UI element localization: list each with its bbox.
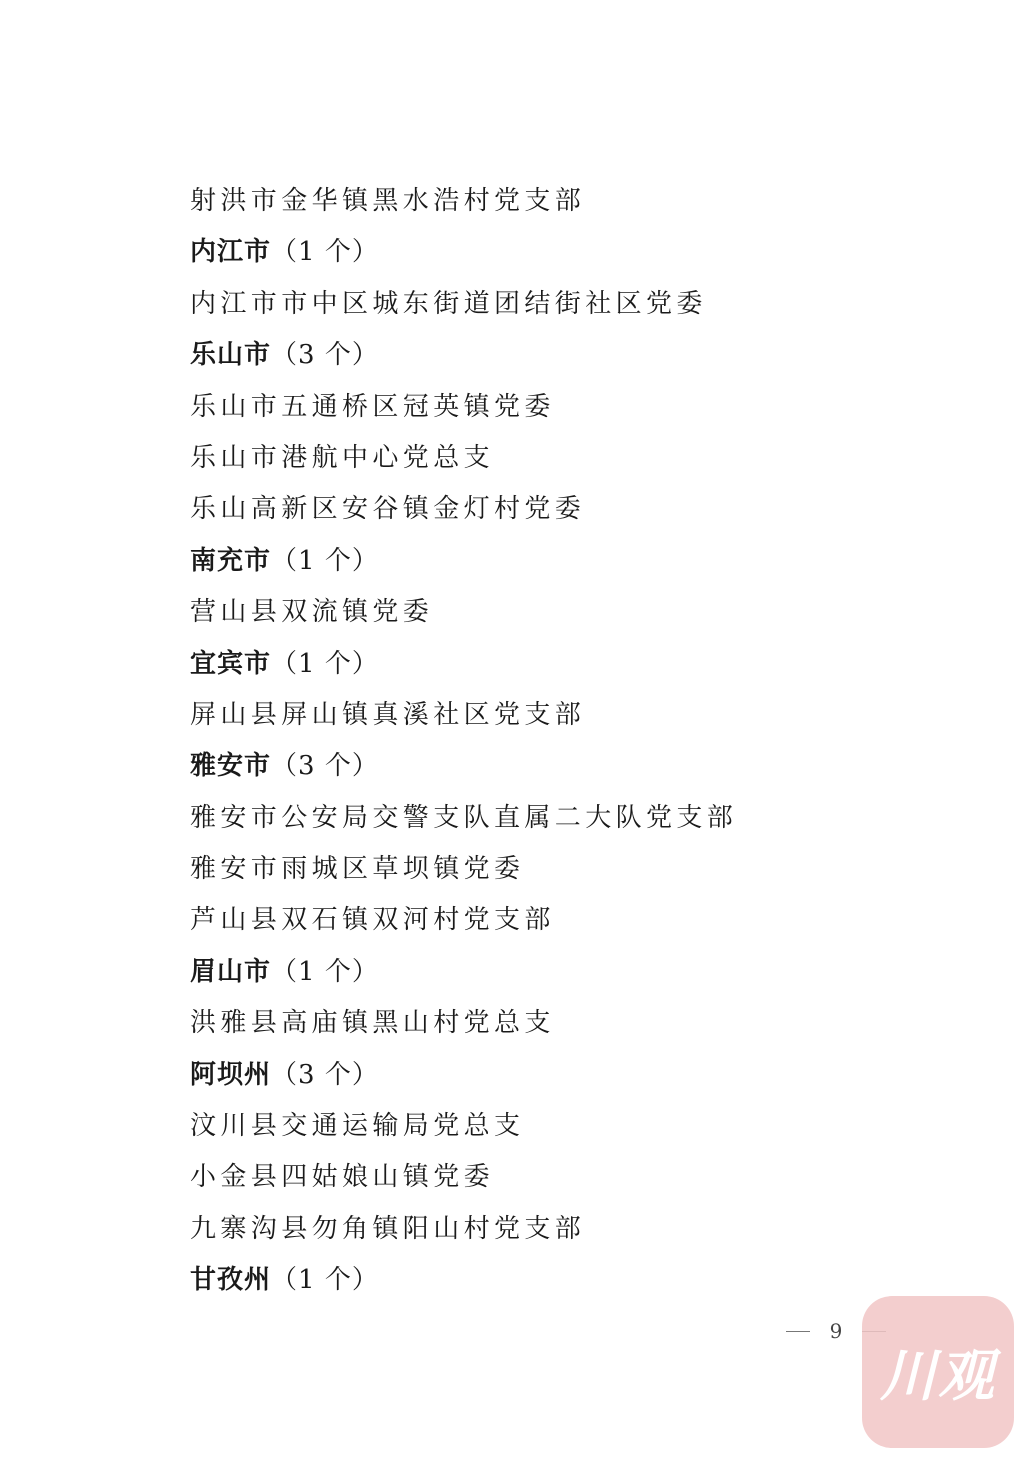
city-name: 阿坝州 bbox=[190, 1059, 272, 1090]
list-item bbox=[190, 176, 890, 227]
item-text: 营山县双流镇党委 bbox=[190, 597, 434, 628]
list-item bbox=[190, 587, 890, 638]
list-item bbox=[190, 382, 890, 433]
item-text: 汶川县交通运输局党总支 bbox=[190, 1111, 525, 1142]
city-count: （1 个） bbox=[271, 1265, 379, 1296]
city-name: 乐山市 bbox=[190, 340, 272, 371]
city-count: （3 个） bbox=[271, 340, 379, 371]
list-item bbox=[190, 998, 890, 1049]
city-name: 眉山市 bbox=[190, 956, 272, 987]
page-number-dash-left bbox=[786, 1331, 810, 1332]
watermark-logo bbox=[862, 1296, 1014, 1448]
list-item bbox=[190, 1101, 890, 1152]
document-body bbox=[190, 176, 890, 1307]
city-count: （1 个） bbox=[271, 237, 379, 268]
city-name: 南充市 bbox=[190, 545, 272, 576]
item-text: 雅安市公安局交警支队直属二大队党支部 bbox=[190, 802, 738, 833]
city-heading bbox=[190, 1050, 890, 1101]
item-text: 洪雅县高庙镇黑山村党总支 bbox=[190, 1008, 555, 1039]
city-name: 甘孜州 bbox=[190, 1265, 272, 1296]
city-count: （1 个） bbox=[271, 545, 379, 576]
item-text: 射洪市金华镇黑水浩村党支部 bbox=[190, 186, 586, 216]
item-text: 乐山市五通桥区冠英镇党委 bbox=[190, 391, 555, 422]
item-text: 乐山市港航中心党总支 bbox=[190, 442, 495, 473]
list-item bbox=[190, 690, 890, 741]
city-count: （3 个） bbox=[271, 751, 379, 782]
city-name: 宜宾市 bbox=[190, 648, 272, 679]
city-heading bbox=[190, 536, 890, 587]
city-count: （1 个） bbox=[271, 956, 379, 987]
list-item bbox=[190, 793, 890, 844]
city-heading bbox=[190, 330, 890, 381]
city-count: （1 个） bbox=[271, 648, 379, 679]
city-heading bbox=[190, 639, 890, 690]
item-text: 内江市市中区城东街道团结街社区党委 bbox=[190, 288, 707, 319]
list-item bbox=[190, 1152, 890, 1203]
list-item bbox=[190, 1204, 890, 1255]
list-item bbox=[190, 844, 890, 895]
city-name: 内江市 bbox=[190, 237, 272, 268]
list-item bbox=[190, 484, 890, 535]
item-text: 芦山县双石镇双河村党支部 bbox=[190, 905, 555, 936]
city-count: （3 个） bbox=[271, 1059, 379, 1090]
item-text: 九寨沟县勿角镇阳山村党支部 bbox=[190, 1213, 586, 1244]
city-heading bbox=[190, 947, 890, 998]
item-text: 小金县四姑娘山镇党委 bbox=[190, 1162, 495, 1193]
list-item bbox=[190, 433, 890, 484]
page-number-value: 9 bbox=[829, 1319, 843, 1343]
item-text: 乐山高新区安谷镇金灯村党委 bbox=[190, 494, 586, 525]
item-text: 屏山县屏山镇真溪社区党支部 bbox=[190, 699, 586, 730]
city-heading bbox=[190, 741, 890, 792]
item-text: 雅安市雨城区草坝镇党委 bbox=[190, 854, 525, 885]
watermark-logo-text: 川观 bbox=[880, 1344, 996, 1409]
list-item bbox=[190, 895, 890, 946]
city-name: 雅安市 bbox=[190, 751, 272, 782]
city-heading bbox=[190, 227, 890, 278]
city-heading bbox=[190, 1255, 890, 1306]
list-item bbox=[190, 279, 890, 330]
